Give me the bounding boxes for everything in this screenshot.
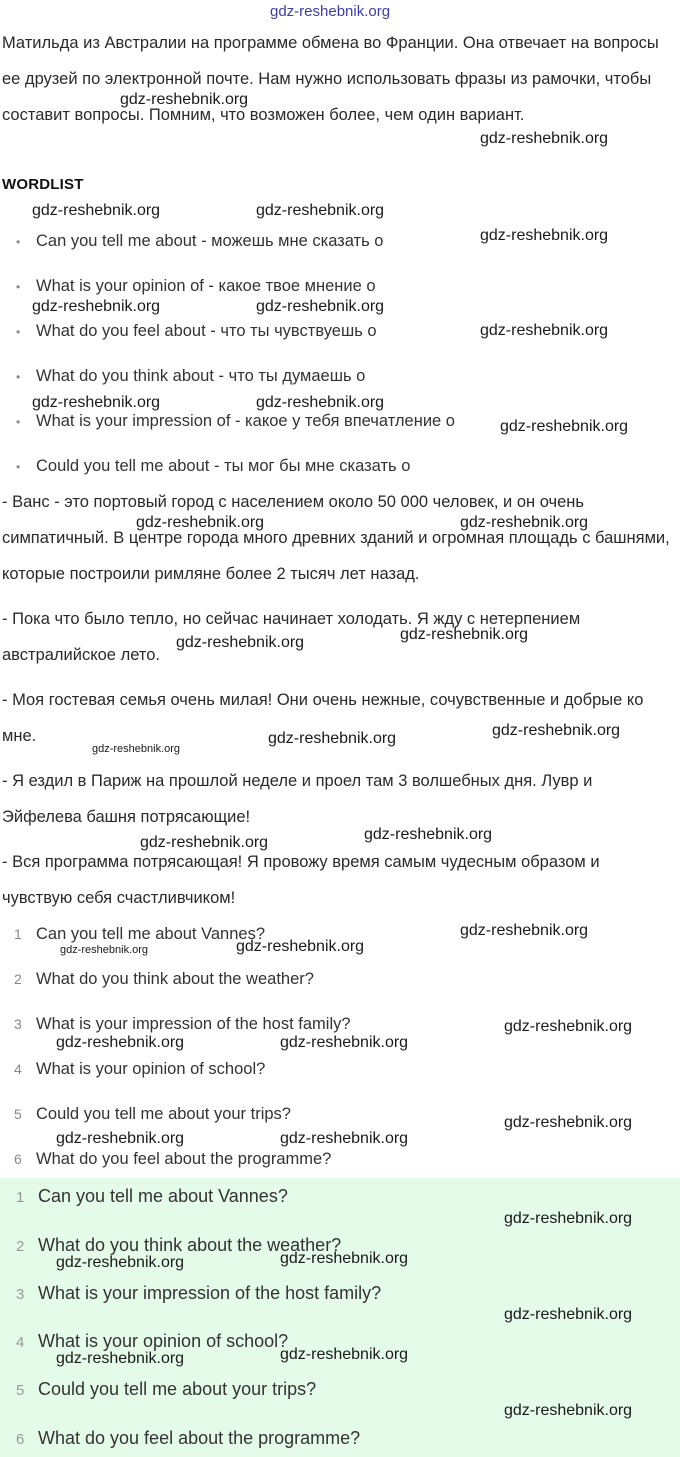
paragraph-vannes: - Ванс - это портовый город с населением около 50 000 человек, и он очень симпатичный. В центре города много древних зданий и огромная площадь с башнями, которые построили римляне более 2 тысяч лет назад.: [2, 493, 670, 583]
watermark: gdz-reshebnik.org: [32, 202, 161, 219]
wordlist-item: • Can you tell me about - можешь мне сказать о: [16, 232, 384, 250]
bullet-icon: •: [16, 234, 21, 249]
paragraph-trips: - Я ездил в Париж на прошлой неделе и проел там 3 волшебных дня. Лувр и Эйфелева башня потрясающие!: [2, 772, 593, 826]
bullet-icon: •: [16, 414, 21, 429]
watermark: gdz-reshebnik.org: [270, 3, 391, 20]
watermark: gdz-reshebnik.org: [176, 634, 305, 651]
wordlist-item: • Could you tell me about - ты мог бы мне сказать о: [16, 457, 411, 475]
question-item: 6 What do you feel about the programme?: [14, 1150, 332, 1168]
paragraph-programme: - Вся программа потрясающая! Я провожу время самым чудесным образом и чувствую себя счастливчиком!: [2, 853, 600, 907]
watermark: gdz-reshebnik.org: [280, 1034, 409, 1051]
wordlist-item: • What is your impression of - какое у тебя впечатление о: [16, 412, 455, 430]
watermark: gdz-reshebnik.org: [32, 394, 161, 411]
wordlist-heading: WORDLIST: [2, 176, 84, 193]
question-item: 2 What do you think about the weather?: [14, 970, 314, 988]
watermark: gdz-reshebnik.org: [500, 418, 629, 435]
wordlist-item: • What do you feel about - что ты чувствуешь о: [16, 322, 377, 340]
bullet-icon: •: [16, 324, 21, 339]
answer-item: 4 What is your opinion of school?: [16, 1331, 289, 1351]
question-item: 4 What is your opinion of school?: [14, 1060, 266, 1078]
answer-item: 3 What is your impression of the host family?: [16, 1283, 382, 1303]
watermark: gdz-reshebnik.org: [56, 1350, 185, 1367]
watermark: gdz-reshebnik.org: [504, 1018, 633, 1035]
answer-item: 5 Could you tell me about your trips?: [16, 1379, 317, 1399]
paragraph-host-family: - Моя гостевая семья очень милая! Они очень нежные, сочувственные и добрые ко мне.: [2, 691, 644, 745]
watermark: gdz-reshebnik.org: [256, 394, 385, 411]
watermark: gdz-reshebnik.org: [136, 514, 265, 531]
watermark: gdz-reshebnik.org: [460, 922, 589, 939]
watermark: gdz-reshebnik.org: [56, 1130, 185, 1147]
watermark: gdz-reshebnik.org: [480, 227, 609, 244]
bullet-icon: •: [16, 459, 21, 474]
watermark: gdz-reshebnik.org: [268, 730, 397, 747]
paragraph-weather: - Пока что было тепло, но сейчас начинает холодать. Я жду с нетерпением австралийское лето.: [2, 610, 581, 664]
watermark: gdz-reshebnik.org: [280, 1250, 409, 1267]
watermark: gdz-reshebnik.org: [492, 722, 621, 739]
watermark: gdz-reshebnik.org: [256, 298, 385, 315]
watermark: gdz-reshebnik.org: [280, 1346, 409, 1363]
watermark: gdz-reshebnik.org: [236, 938, 365, 955]
watermark: gdz-reshebnik.org: [60, 944, 149, 956]
wordlist-item: • What do you think about - что ты думаешь о: [16, 367, 366, 385]
watermark: gdz-reshebnik.org: [32, 298, 161, 315]
watermark: gdz-reshebnik.org: [56, 1254, 185, 1271]
answer-item: 1 Can you tell me about Vannes?: [16, 1186, 288, 1206]
bullet-icon: •: [16, 369, 21, 384]
question-item: 3 What is your impression of the host family?: [14, 1015, 351, 1033]
watermark: gdz-reshebnik.org: [364, 826, 493, 843]
watermark: gdz-reshebnik.org: [504, 1402, 633, 1419]
watermark: gdz-reshebnik.org: [280, 1130, 409, 1147]
watermark: gdz-reshebnik.org: [480, 322, 609, 339]
watermark: gdz-reshebnik.org: [460, 514, 589, 531]
answer-item: 2 What do you think about the weather?: [16, 1235, 342, 1255]
question-item: 5 Could you tell me about your trips?: [14, 1105, 291, 1123]
watermark: gdz-reshebnik.org: [140, 834, 269, 851]
watermark: gdz-reshebnik.org: [92, 743, 181, 755]
question-item: 1 Can you tell me about Vannes?: [14, 925, 266, 943]
watermark: gdz-reshebnik.org: [480, 130, 609, 147]
watermark: gdz-reshebnik.org: [400, 626, 529, 643]
watermark: gdz-reshebnik.org: [504, 1210, 633, 1227]
intro-text: Матильда из Австралии на программе обмена во Франции. Она отвечает на вопросы ее друзей по электронной почте. Нам нужно использовать фразы из рамочки, чтобы составит вопросы. Помним, что возможен более, чем один вариант.: [2, 34, 659, 124]
wordlist-item: • What is your opinion of - какое твое мнение о: [16, 277, 376, 295]
watermark: gdz-reshebnik.org: [120, 91, 249, 108]
watermark: gdz-reshebnik.org: [256, 202, 385, 219]
watermark: gdz-reshebnik.org: [504, 1306, 633, 1323]
watermark: gdz-reshebnik.org: [56, 1034, 185, 1051]
answer-item: 6 What do you feel about the programme?: [16, 1428, 361, 1448]
bullet-icon: •: [16, 279, 21, 294]
watermark: gdz-reshebnik.org: [504, 1114, 633, 1131]
